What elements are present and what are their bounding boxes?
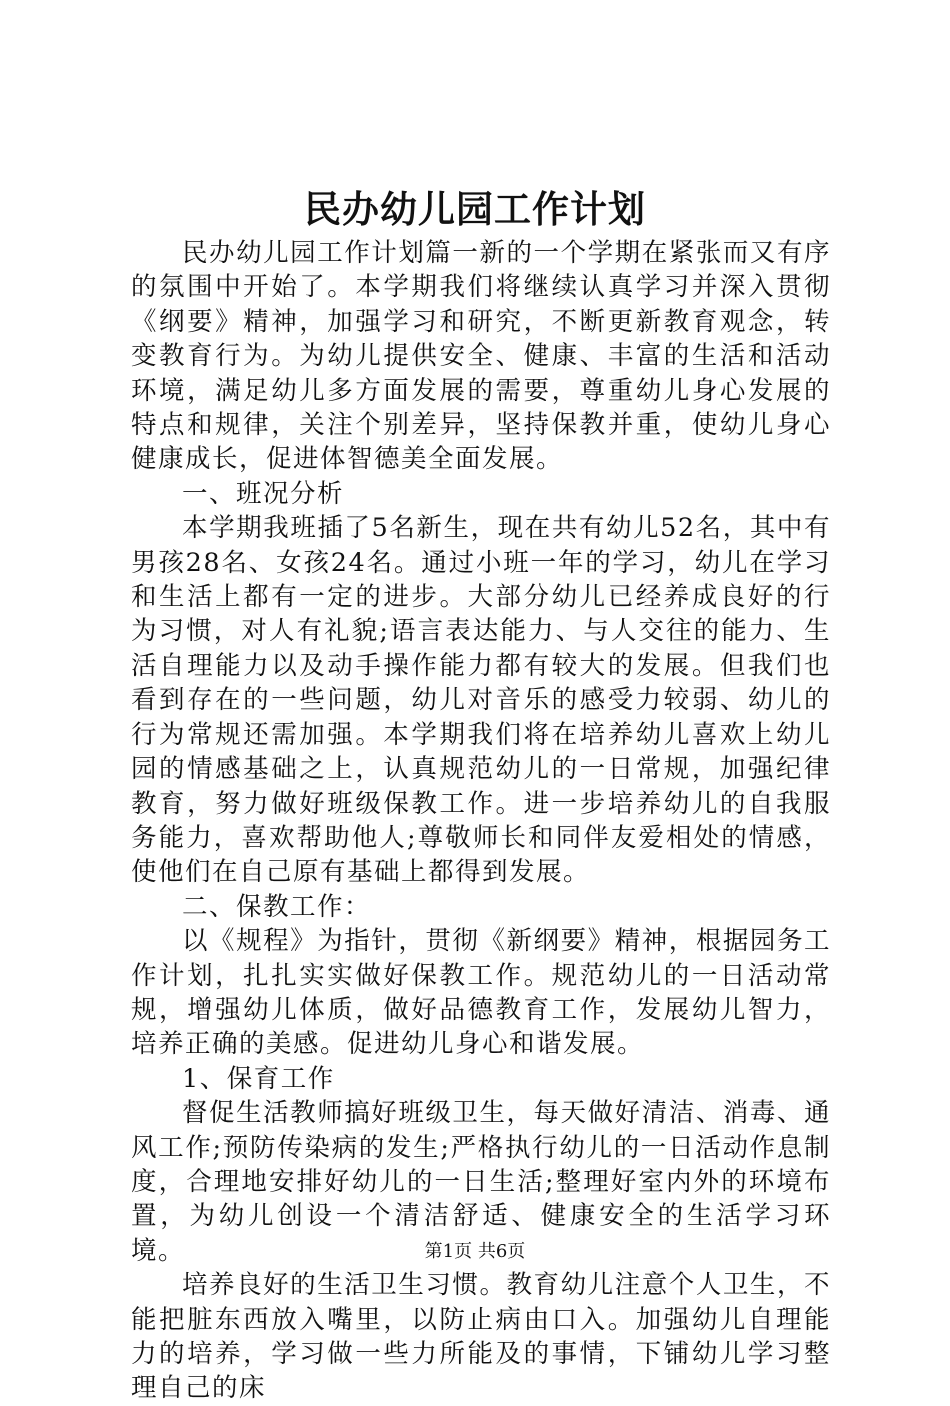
document-body <box>131 236 831 1406</box>
paragraph-intro: 民办幼儿园工作计划篇一新的一个学期在紧张而又有序的氛围中开始了。本学期我们将继续认真学习并深入贯彻《纲要》精神，加强学习和研究，不断更新教育观念，转变教育行为。为幼儿提供安全、健康、丰富的生活和活动环境，满足幼儿多方面发展的需要，尊重幼儿身心发展的特点和规律，关注个别差异，坚持保教并重，使幼儿身心健康成长，促进体智德美全面发展。 <box>131 238 831 475</box>
subsection-heading-nursing: 1、保育工作 <box>182 1063 335 1094</box>
page-title: 民办幼儿园工作计划 <box>304 187 646 231</box>
paragraph-nursing: 督促生活教师搞好班级卫生，每天做好清洁、消毒、通风工作;预防传染病的发生;严格执行幼儿的一日活动作息制度，合理地安排好幼儿的一日生活;整理好室内外的环境布置，为幼儿创设一个清洁舒适、健康安全的生活学习环境。 <box>131 1098 831 1266</box>
section-heading-care-education: 二、保教工作： <box>182 891 372 922</box>
page-footer: 第1页 共6页 <box>424 1241 526 1262</box>
paragraph-care-education: 以《规程》为指针，贯彻《新纲要》精神，根据园务工作计划，扎扎实实做好保教工作。规范幼儿的一日活动常规，增强幼儿体质，做好品德教育工作，发展幼儿智力，培养正确的美感。促进幼儿身心和谐发展。 <box>131 926 831 1060</box>
section-heading-class-analysis: 一、班况分析 <box>182 478 345 509</box>
paragraph-class-analysis: 本学期我班插了5名新生，现在共有幼儿52名，其中有男孩28名、女孩24名。通过小班一年的学习，幼儿在学习和生活上都有一定的进步。大部分幼儿已经养成良好的行为习惯，对人有礼貌;语言表达能力、与人交往的能力、生活自理能力以及动手操作能力都有较大的发展。但我们也看到存在的一些问题，幼儿对音乐的感受力较弱、幼儿的行为常规还需加强。本学期我们将在培养幼儿喜欢上幼儿园的情感基础之上，认真规范幼儿的一日常规，加强纪律教育，努力做好班级保教工作。进一步培养幼儿的自我服务能力，喜欢帮助他人;尊敬师长和同伴友爱相处的情感，使他们在自己原有基础上都得到发展。 <box>131 513 831 888</box>
paragraph-hygiene-habits: 培养良好的生活卫生习惯。教育幼儿注意个人卫生，不能把脏东西放入嘴里，以防止病由口入。加强幼儿自理能力的培养，学习做一些力所能及的事情，下铺幼儿学习整理自己的床 <box>131 1270 831 1404</box>
